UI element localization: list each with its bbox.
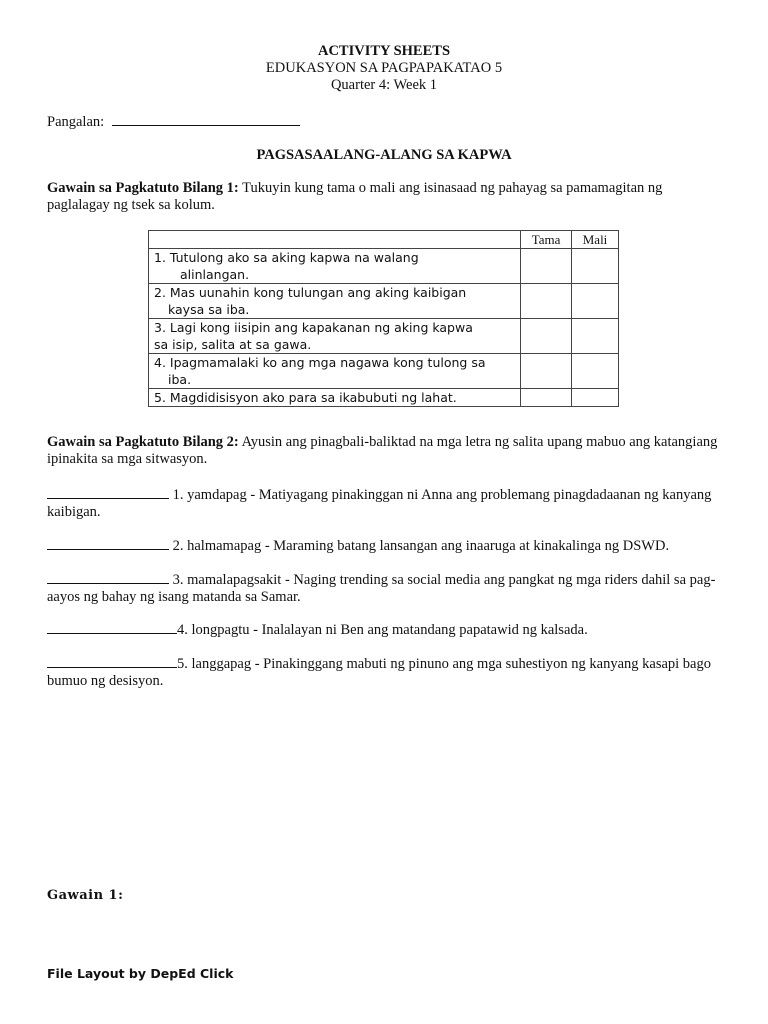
table-row <box>149 284 619 319</box>
activity2-item-1 <box>47 485 727 521</box>
column-mali: Mali <box>572 231 619 249</box>
activity2-item-4 <box>47 620 727 639</box>
statement-1-line2: alinlangan. <box>180 267 250 282</box>
topic-title: PAGSASAALANG-ALANG SA KAPWA <box>256 147 512 163</box>
check-tama-4[interactable] <box>521 354 572 389</box>
name-field[interactable] <box>47 112 300 131</box>
answer-blank-2[interactable] <box>47 536 169 550</box>
statement-1-line1: 1. Tutulong ako sa aking kapwa na walang <box>154 250 419 265</box>
table-row <box>149 249 619 284</box>
name-label: Pangalan: <box>47 114 105 130</box>
activity2-item-4-text: 4. longpagtu - Inalalayan ni Ben ang matandang papatawid ng kalsada. <box>177 622 588 638</box>
check-mali-2[interactable] <box>572 284 619 319</box>
statement-5-line1: 5. Magdidisisyon ako para sa ikabubuti ng lahat. <box>154 390 457 405</box>
check-tama-2[interactable] <box>521 284 572 319</box>
answer-heading: Gawain 1: <box>47 888 124 903</box>
table-row <box>149 354 619 389</box>
check-mali-5[interactable] <box>572 389 619 407</box>
activity1-label: Gawain sa Pagkatuto Bilang 1: <box>47 180 239 196</box>
activity2-item-5-text: 5. langgapag - Pinakinggang mabuti ng pinuno ang mga suhestiyon ng kanyang kasapi bago bumuo ng desisyon. <box>47 656 711 689</box>
activity1-table <box>148 230 619 407</box>
statement-2-line1: 2. Mas uunahin kong tulungan ang aking kaibigan <box>154 285 467 300</box>
statement-1 <box>149 249 521 284</box>
column-tama: Tama <box>521 231 572 249</box>
statement-2-line2: kaysa sa iba. <box>168 302 250 317</box>
table-header-row <box>149 231 619 249</box>
activity2-item-1-text: 1. yamdapag - Matiyagang pinakinggan ni Anna ang problemang pinagdadaanan ng kanyang kaibigan. <box>47 487 712 520</box>
subject-title: EDUKASYON SA PAGPAPAKATAO 5 <box>265 60 503 76</box>
statement-5 <box>149 389 521 407</box>
activity2-instruction <box>47 434 727 468</box>
quarter-week: Quarter 4: Week 1 <box>330 77 438 93</box>
table-row <box>149 319 619 354</box>
activity1-instruction <box>47 180 727 214</box>
activity1-text: Tukuyin kung tama o mali ang isinasaad ng pahayag sa pamamagitan ng paglalagay ng tsek sa kolum. <box>47 180 663 213</box>
footer-credit: File Layout by DepEd Click <box>47 966 234 981</box>
activity2-item-3 <box>47 570 727 606</box>
check-tama-5[interactable] <box>521 389 572 407</box>
answer-blank-5[interactable] <box>47 654 177 668</box>
activity2-label: Gawain sa Pagkatuto Bilang 2: <box>47 434 239 450</box>
activity2-item-2-text: 2. halmamapag - Maraming batang lansangan ang inaaruga at kinakalinga ng DSWD. <box>169 538 670 554</box>
statement-3 <box>149 319 521 354</box>
table-header-blank <box>149 231 521 249</box>
answer-blank-4[interactable] <box>47 620 177 634</box>
statement-4-line1: 4. Ipagmamalaki ko ang mga nagawa kong tulong sa <box>154 355 486 370</box>
sheet-title: ACTIVITY SHEETS <box>317 43 451 59</box>
check-mali-3[interactable] <box>572 319 619 354</box>
name-blank[interactable] <box>112 112 300 126</box>
answer-blank-3[interactable] <box>47 570 169 584</box>
check-mali-1[interactable] <box>572 249 619 284</box>
check-tama-3[interactable] <box>521 319 572 354</box>
statement-2 <box>149 284 521 319</box>
check-tama-1[interactable] <box>521 249 572 284</box>
statement-4-line2: iba. <box>168 372 192 387</box>
statement-3-line2: sa isip, salita at sa gawa. <box>154 337 312 352</box>
answer-blank-1[interactable] <box>47 485 169 499</box>
check-mali-4[interactable] <box>572 354 619 389</box>
activity2-text: Ayusin ang pinagbali-baliktad na mga letra ng salita upang mabuo ang katangiang ipinakita sa mga sitwasyon. <box>47 434 718 467</box>
statement-4 <box>149 354 521 389</box>
statement-3-line1: 3. Lagi kong iisipin ang kapakanan ng aking kapwa <box>154 320 473 335</box>
activity2-item-5 <box>47 654 727 690</box>
activity2-item-2 <box>47 536 727 555</box>
table-row <box>149 389 619 407</box>
activity2-item-3-text: 3. mamalapagsakit - Naging trending sa social media ang pangkat ng mga riders dahil sa pag-aayos ng bahay ng isang matanda sa Samar. <box>47 572 716 605</box>
